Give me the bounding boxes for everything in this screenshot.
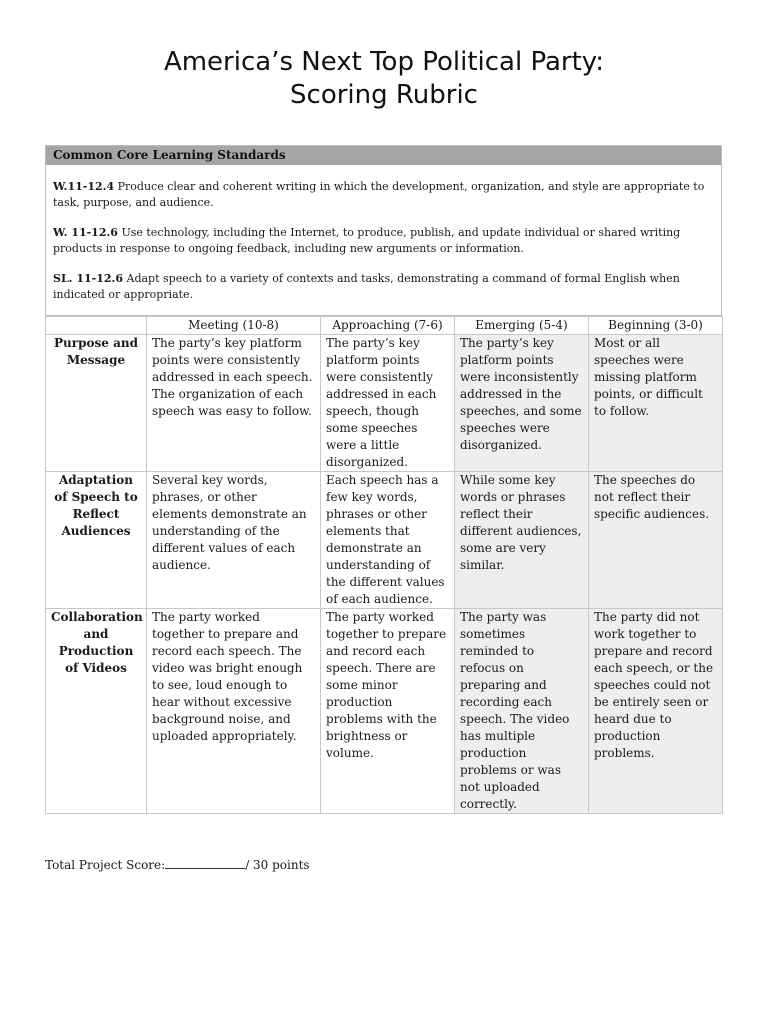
rubric-cell: Most or all speeches were missing platform points, or difficult to follow. (589, 335, 723, 472)
rubric-corner (46, 317, 147, 335)
criterion-label: Collaboration and Production of Videos (46, 609, 147, 814)
total-score-suffix: / 30 points (245, 858, 310, 872)
total-score-line (45, 856, 310, 873)
column-header-meeting: Meeting (10-8) (147, 317, 321, 335)
score-blank (165, 856, 245, 869)
rubric-cell: Several key words, phrases, or other elements demonstrate an understanding of the different values of each audience. (147, 472, 321, 609)
criterion-label: Purpose and Message (46, 335, 147, 472)
rubric-cell: The party did not work together to prepare and record each speech, or the speeches could not be entirely seen or heard due to production problems. (589, 609, 723, 814)
standards-box (45, 145, 722, 316)
criterion-label: Adaptation of Speech to Reflect Audiences (46, 472, 147, 609)
title-line-1: America’s Next Top Political Party: (163, 47, 605, 77)
rubric-header-row (46, 317, 723, 335)
rubric-cell: The party’s key platform points were consistently addressed in each speech. The organization of each speech was easy to follow. (147, 335, 321, 472)
standard-item (46, 179, 721, 211)
column-header-approaching: Approaching (7-6) (321, 317, 455, 335)
standards-header: Common Core Learning Standards (46, 146, 721, 165)
page-title (0, 46, 768, 112)
rubric-table (45, 316, 723, 814)
standard-text: Produce clear and coherent writing in which the development, organization, and style are appropriate to task, purpose, and audience. (53, 180, 705, 209)
rubric-cell: The speeches do not reflect their specific audiences. (589, 472, 723, 609)
standard-code: W. 11-12.6 (53, 226, 118, 239)
column-header-emerging: Emerging (5-4) (455, 317, 589, 335)
rubric-cell: The party worked together to prepare and record each speech. There are some minor production problems with the brightness or volume. (321, 609, 455, 814)
title-line-2: Scoring Rubric (290, 80, 478, 110)
rubric-row (46, 335, 723, 472)
rubric-cell: The party’s key platform points were consistently addressed in each speech, though some speeches were a little disorganized. (321, 335, 455, 472)
rubric-row (46, 609, 723, 814)
column-header-beginning: Beginning (3-0) (589, 317, 723, 335)
rubric-cell: The party’s key platform points were inconsistently addressed in the speeches, and some speeches were disorganized. (455, 335, 589, 472)
standard-text: Adapt speech to a variety of contexts and tasks, demonstrating a command of formal English when indicated or appropriate. (53, 272, 680, 301)
rubric-cell: Each speech has a few key words, phrases or other elements that demonstrate an understanding of the different values of each audience. (321, 472, 455, 609)
standard-code: W.11-12.4 (53, 180, 115, 193)
standard-text: Use technology, including the Internet, to produce, publish, and update individual or shared writing products in response to ongoing feedback, including new arguments or information. (53, 226, 681, 255)
standard-code: SL. 11-12.6 (53, 272, 124, 285)
rubric-row (46, 472, 723, 609)
standard-item (46, 271, 721, 303)
standard-item (46, 225, 721, 257)
rubric-cell: The party was sometimes reminded to refocus on preparing and recording each speech. The video has multiple production problems or was not uploaded correctly. (455, 609, 589, 814)
rubric-cell: While some key words or phrases reflect their different audiences, some are very similar. (455, 472, 589, 609)
total-score-label: Total Project Score: (45, 858, 166, 872)
rubric-cell: The party worked together to prepare and record each speech. The video was bright enough to see, loud enough to hear without excessive background noise, and uploaded appropriately. (147, 609, 321, 814)
